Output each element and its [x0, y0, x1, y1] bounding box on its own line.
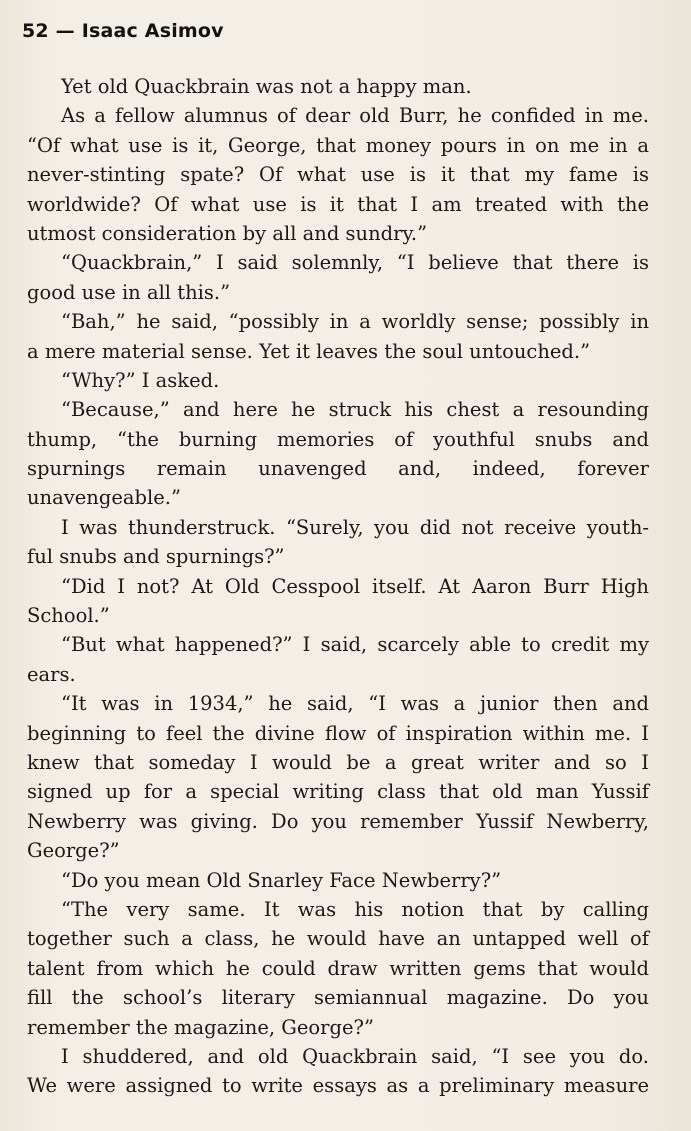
text-line: thump, “the burning memories of youthful snubs and: [27, 427, 649, 451]
text-line: ful snubs and spurnings?”: [27, 545, 285, 569]
text-line: “Do you mean Old Snarley Face Newberry?”: [61, 868, 502, 892]
text-line: utmost consideration by all and sundry.”: [27, 221, 428, 245]
text-line: “The very same. It was his notion that by calling: [61, 897, 649, 921]
text-line: knew that someday I would be a great writer and so I: [27, 750, 649, 774]
text-line: “Did I not? At Old Cesspool itself. At Aaron Burr High: [61, 574, 649, 598]
text-line: a mere material sense. Yet it leaves the soul untouched.”: [27, 339, 591, 363]
text-line: “Of what use is it, George, that money pours in on me in a: [27, 133, 649, 157]
author-name: Isaac Asimov: [81, 20, 224, 42]
text-line: Newberry was giving. Do you remember Yussif Newberry,: [27, 809, 649, 833]
text-line: George?”: [27, 839, 120, 863]
text-line: fill the school’s literary semiannual magazine. Do you: [27, 986, 649, 1010]
text-line: ears.: [27, 662, 76, 686]
text-line: good use in all this.”: [27, 280, 231, 304]
text-line: As a fellow alumnus of dear old Burr, he confided in me.: [61, 104, 649, 128]
text-line: remember the magazine, George?”: [27, 1015, 374, 1039]
text-line: “Bah,” he said, “possibly in a worldly sense; possibly in: [61, 310, 649, 334]
header-separator: —: [55, 20, 75, 42]
text-line: “But what happened?” I said, scarcely able to credit my: [61, 633, 649, 657]
text-line: “It was in 1934,” he said, “I was a junior then and: [61, 692, 649, 716]
text-line: “Because,” and here he struck his chest a resounding: [61, 398, 649, 422]
body-text: [27, 72, 649, 1101]
page-number: 52: [22, 20, 49, 42]
text-line: beginning to feel the divine flow of inspiration within me. I: [27, 721, 649, 745]
text-line: “Why?” I asked.: [61, 368, 220, 392]
text-line: School.”: [27, 604, 110, 628]
text-line: together such a class, he would have an untapped well of: [27, 927, 649, 951]
text-line: worldwide? Of what use is it that I am treated with the: [27, 192, 649, 216]
text-line: Yet old Quackbrain was not a happy man.: [61, 75, 472, 98]
text-line: unavengeable.”: [27, 486, 181, 510]
text-line: talent from which he could draw written gems that would: [27, 956, 649, 980]
text-line: spurnings remain unavenged and, indeed, forever: [27, 457, 649, 481]
text-line: signed up for a special writing class that old man Yussif: [27, 780, 649, 804]
text-line: “Quackbrain,” I said solemnly, “I believe that there is: [61, 251, 649, 275]
text-line: I shuddered, and old Quackbrain said, “I see you do.: [61, 1044, 649, 1068]
running-head: [22, 20, 224, 42]
text-line: I was thunderstruck. “Surely, you did not receive youth-: [61, 515, 649, 539]
text-line: never-stinting spate? Of what use is it that my fame is: [27, 163, 649, 187]
text-line: We were assigned to write essays as a preliminary measure: [27, 1074, 649, 1098]
